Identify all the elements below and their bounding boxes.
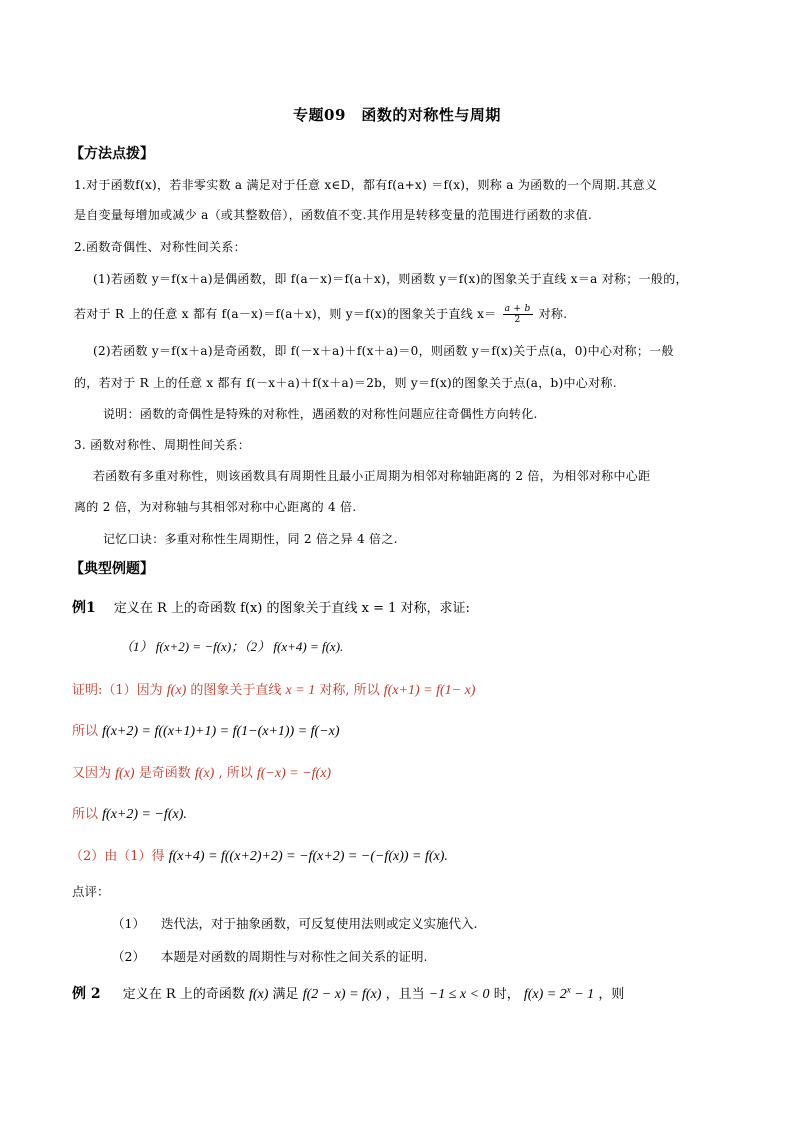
comment-2-number: （2）	[112, 949, 145, 964]
proof-line-4-math: f(x+2) = −f(x).	[102, 807, 187, 822]
method-p1-line1: 1.对于函数f(x)，若非零实数 a 满足对于任意 x∈D，都有f(a+x) ＝f(x)，则称 a 为函数的一个周期.其意义	[74, 178, 658, 192]
example-2-text-d: 时，	[493, 987, 520, 1002]
proof-line-1-math-b: x = 1	[285, 683, 316, 698]
comment-1-number: （1）	[112, 916, 145, 931]
method-p3-line2: 离的 2 倍，为对称轴与其相邻对称中心距离的 4 倍.	[74, 500, 357, 514]
proof-line-3-math-c: f(−x) = −f(x)	[256, 766, 332, 781]
method-p2b-line2: 的，若对于 R 上的任意 x 都有 f(－x＋a)＋f(x＋a)＝2b，则 y＝f(x)的图象关于点(a，b)中心对称.	[74, 376, 617, 390]
examples-heading: 【典型例题】	[70, 561, 154, 577]
proof-line-3-math-a: f(x)	[115, 766, 135, 781]
comment-1	[112, 914, 477, 932]
proof-line-1-math-c: f(x+1) = f(1− x)	[383, 683, 476, 698]
proof-line-4	[72, 803, 187, 823]
proof-line-5	[70, 845, 448, 865]
example-2-label: 例 2	[72, 986, 101, 1002]
proof-line-3	[72, 762, 331, 782]
page-title: 专题09 函数的对称性与周期	[293, 106, 501, 124]
method-p2a-line1: (1)若函数 y＝f(x＋a)是偶函数，即 f(a－x)＝f(a＋x)，则函数 y＝f(x)的图象关于直线 x＝a 对称；一般的，	[93, 272, 688, 286]
example-2	[72, 983, 624, 1003]
proof-line-1	[72, 679, 475, 699]
example-1-parts: （1） f(x+2) = −f(x)；（2） f(x+4) = f(x).	[120, 639, 344, 654]
example-1-text: 定义在 R 上的奇函数 f(x) 的图象关于直线 x = 1 对称，求证:	[113, 601, 470, 616]
proof-line-3-mid2: , 所以	[218, 766, 253, 781]
method-p3-heading: 3. 函数对称性、周期性间关系：	[74, 438, 251, 452]
proof-line-3-prefix: 又因为	[72, 766, 112, 781]
example-2-math-c: −1 ≤ x < 0	[428, 987, 490, 1002]
comment-2-text: 本题是对函数的周期性与对称性之间关系的证明.	[160, 949, 428, 964]
proof-line-5-math: f(x+4) = f((x+2)+2) = −f(x+2) = −(−f(x)) = f(x).	[168, 849, 448, 864]
proof-line-1-math-a: f(x)	[166, 683, 187, 698]
example-1	[72, 597, 470, 617]
proof-line-2-prefix: 所以	[72, 724, 99, 739]
method-p1-line2: 是自变量每增加或减少 a（或其整数倍），函数值不变.其作用是转移变量的范围进行函数的求值.	[74, 208, 593, 222]
comment-1-text: 迭代法，对于抽象函数，可反复使用法则或定义实施代入.	[160, 916, 478, 931]
example-2-math-d-base: f(x) = 2	[523, 987, 567, 1002]
proof-line-3-mid: 是奇函数	[138, 766, 191, 781]
method-heading: 【方法点拨】	[70, 146, 154, 162]
fraction-denominator: 2	[514, 315, 521, 325]
method-p2a-line2-end: 对称.	[538, 307, 568, 321]
fraction	[503, 304, 533, 325]
proof-line-2-math: f(x+2) = f((x+1)+1) = f(1−(x+1)) = f(−x)	[102, 724, 340, 739]
example-2-text-a: 定义在 R 上的奇函数	[122, 987, 245, 1002]
method-p2-heading: 2.函数奇偶性、对称性间关系：	[74, 240, 246, 254]
method-p2a-line2	[74, 304, 567, 325]
comment-2	[112, 947, 427, 965]
method-p3-line1: 若函数有多重对称性，则该函数具有周期性且最小正周期为相邻对称轴距离的 2 倍，为相邻对称中心距	[93, 469, 651, 483]
comment-heading: 点评：	[72, 884, 110, 899]
method-p2b-line1: (2)若函数 y＝f(x＋a)是奇函数，即 f(－x＋a)＋f(x＋a)＝0，则函数 y＝f(x)关于点(a，0)中心对称；一般	[93, 344, 674, 358]
proof-line-1-mid: 的图象关于直线	[190, 683, 282, 698]
example-1-label: 例1	[72, 600, 96, 616]
method-p2-note: 说明：函数的奇偶性是特殊的对称性，遇函数的对称性问题应往奇偶性方向转化.	[103, 407, 538, 421]
proof-line-1-prefix: 证明:（1）因为	[72, 683, 163, 698]
proof-line-5-prefix: （2）由（1）得	[70, 849, 165, 864]
method-p2a-line2-text: 若对于 R 上的任意 x 都有 f(a－x)＝f(a＋x)，则 y＝f(x)的图象关于直线 x＝	[74, 307, 497, 321]
example-2-text-e: ，则	[598, 987, 625, 1002]
proof-line-3-math-b: f(x)	[194, 766, 215, 781]
example-2-text-c: ，且当	[385, 987, 425, 1002]
example-2-text-b: 满足	[272, 987, 299, 1002]
example-2-math-b: f(2 − x) = f(x)	[302, 987, 382, 1002]
fraction-numerator: a + b	[504, 304, 531, 314]
example-2-math-d	[523, 984, 595, 1002]
method-p3-memo: 记忆口诀：多重对称性生周期性，同 2 倍之异 4 倍之.	[103, 532, 398, 546]
example-2-math-d-exponent: x	[566, 984, 571, 995]
proof-line-2	[72, 720, 340, 740]
proof-line-4-prefix: 所以	[72, 807, 99, 822]
example-2-math-d-tail: − 1	[570, 987, 595, 1002]
example-2-math-a: f(x)	[248, 987, 269, 1002]
proof-line-1-mid2: 对称, 所以	[319, 683, 380, 698]
